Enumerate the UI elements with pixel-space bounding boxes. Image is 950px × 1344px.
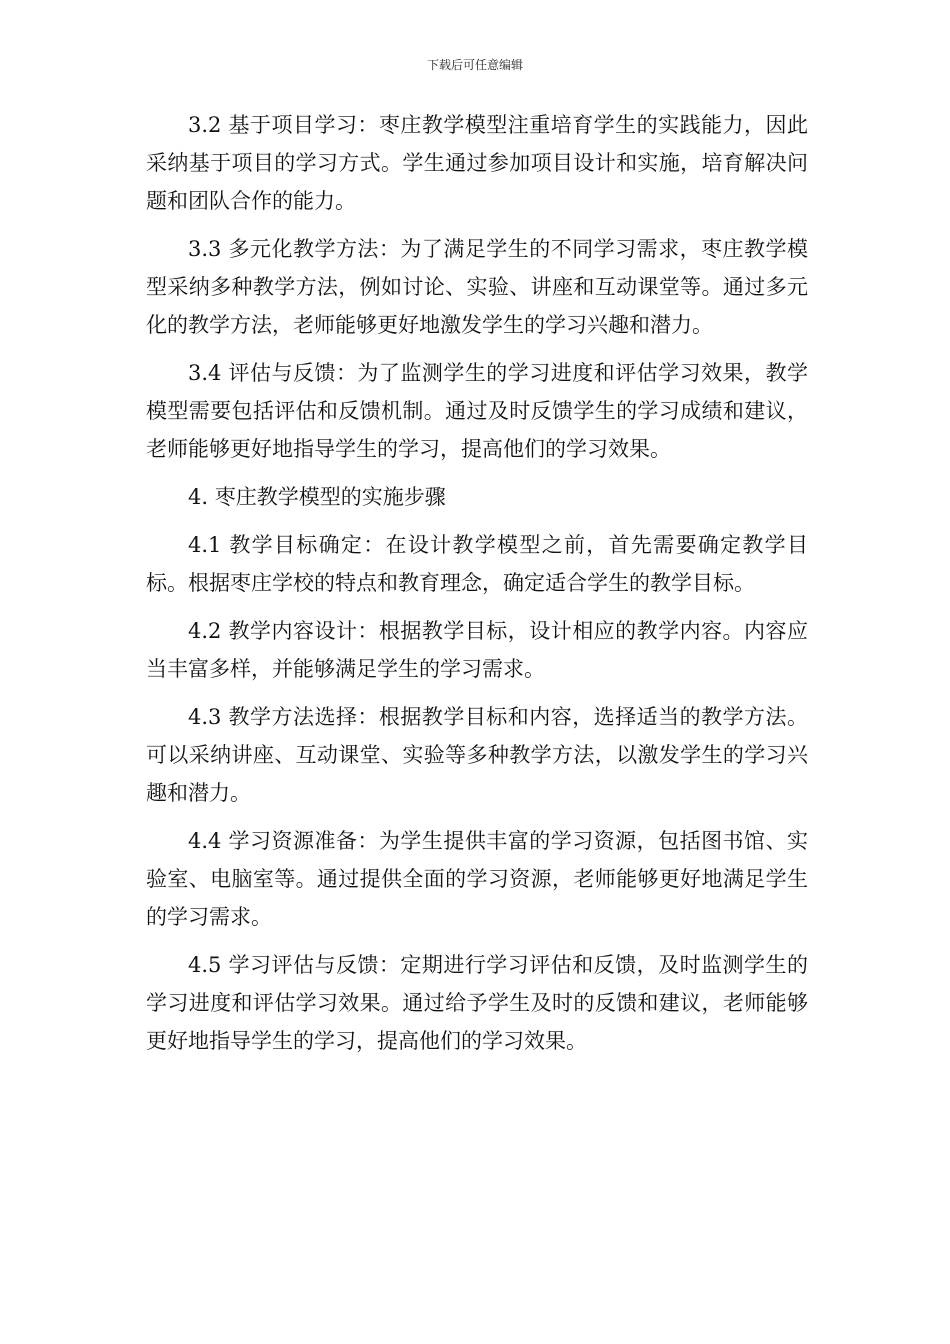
section-heading-4: 4. 枣庄教学模型的实施步骤	[188, 485, 446, 509]
paragraph-4-1: 4.1 教学目标确定：在设计教学模型之前，首先需要确定教学目标。根据枣庄学校的特点和教育理念，确定适合学生的教学目标。	[146, 533, 808, 595]
paragraph-4-2: 4.2 教学内容设计：根据教学目标，设计相应的教学内容。内容应当丰富多样，并能够满足学生的学习需求。	[146, 619, 808, 681]
paragraph-4-4: 4.4 学习资源准备：为学生提供丰富的学习资源，包括图书馆、实验室、电脑室等。通过提供全面的学习资源，老师能够更好地满足学生的学习需求。	[146, 829, 808, 929]
paragraph-3-4: 3.4 评估与反馈：为了监测学生的学习进度和评估学习效果，教学模型需要包括评估和反馈机制。通过及时反馈学生的学习成绩和建议，老师能够更好地指导学生的学习，提高他们的学习效果。	[146, 361, 808, 461]
document-body	[146, 106, 808, 1070]
paragraph-3-2: 3.2 基于项目学习：枣庄教学模型注重培育学生的实践能力，因此采纳基于项目的学习方式。学生通过参加项目设计和实施，培育解决问题和团队合作的能力。	[146, 113, 808, 213]
paragraph-4-3: 4.3 教学方法选择：根据教学目标和内容，选择适当的教学方法。可以采纳讲座、互动课堂、实验等多种教学方法，以激发学生的学习兴趣和潜力。	[146, 705, 808, 805]
paragraph-4-5: 4.5 学习评估与反馈：定期进行学习评估和反馈，及时监测学生的学习进度和评估学习效果。通过给予学生及时的反馈和建议，老师能够更好地指导学生的学习，提高他们的学习效果。	[146, 953, 808, 1053]
paragraph-3-3: 3.3 多元化教学方法：为了满足学生的不同学习需求，枣庄教学模型采纳多种教学方法，例如讨论、实验、讲座和互动课堂等。通过多元化的教学方法，老师能够更好地激发学生的学习兴趣和潜力。	[146, 237, 808, 337]
page-header: 下载后可任意编辑	[426, 58, 523, 72]
